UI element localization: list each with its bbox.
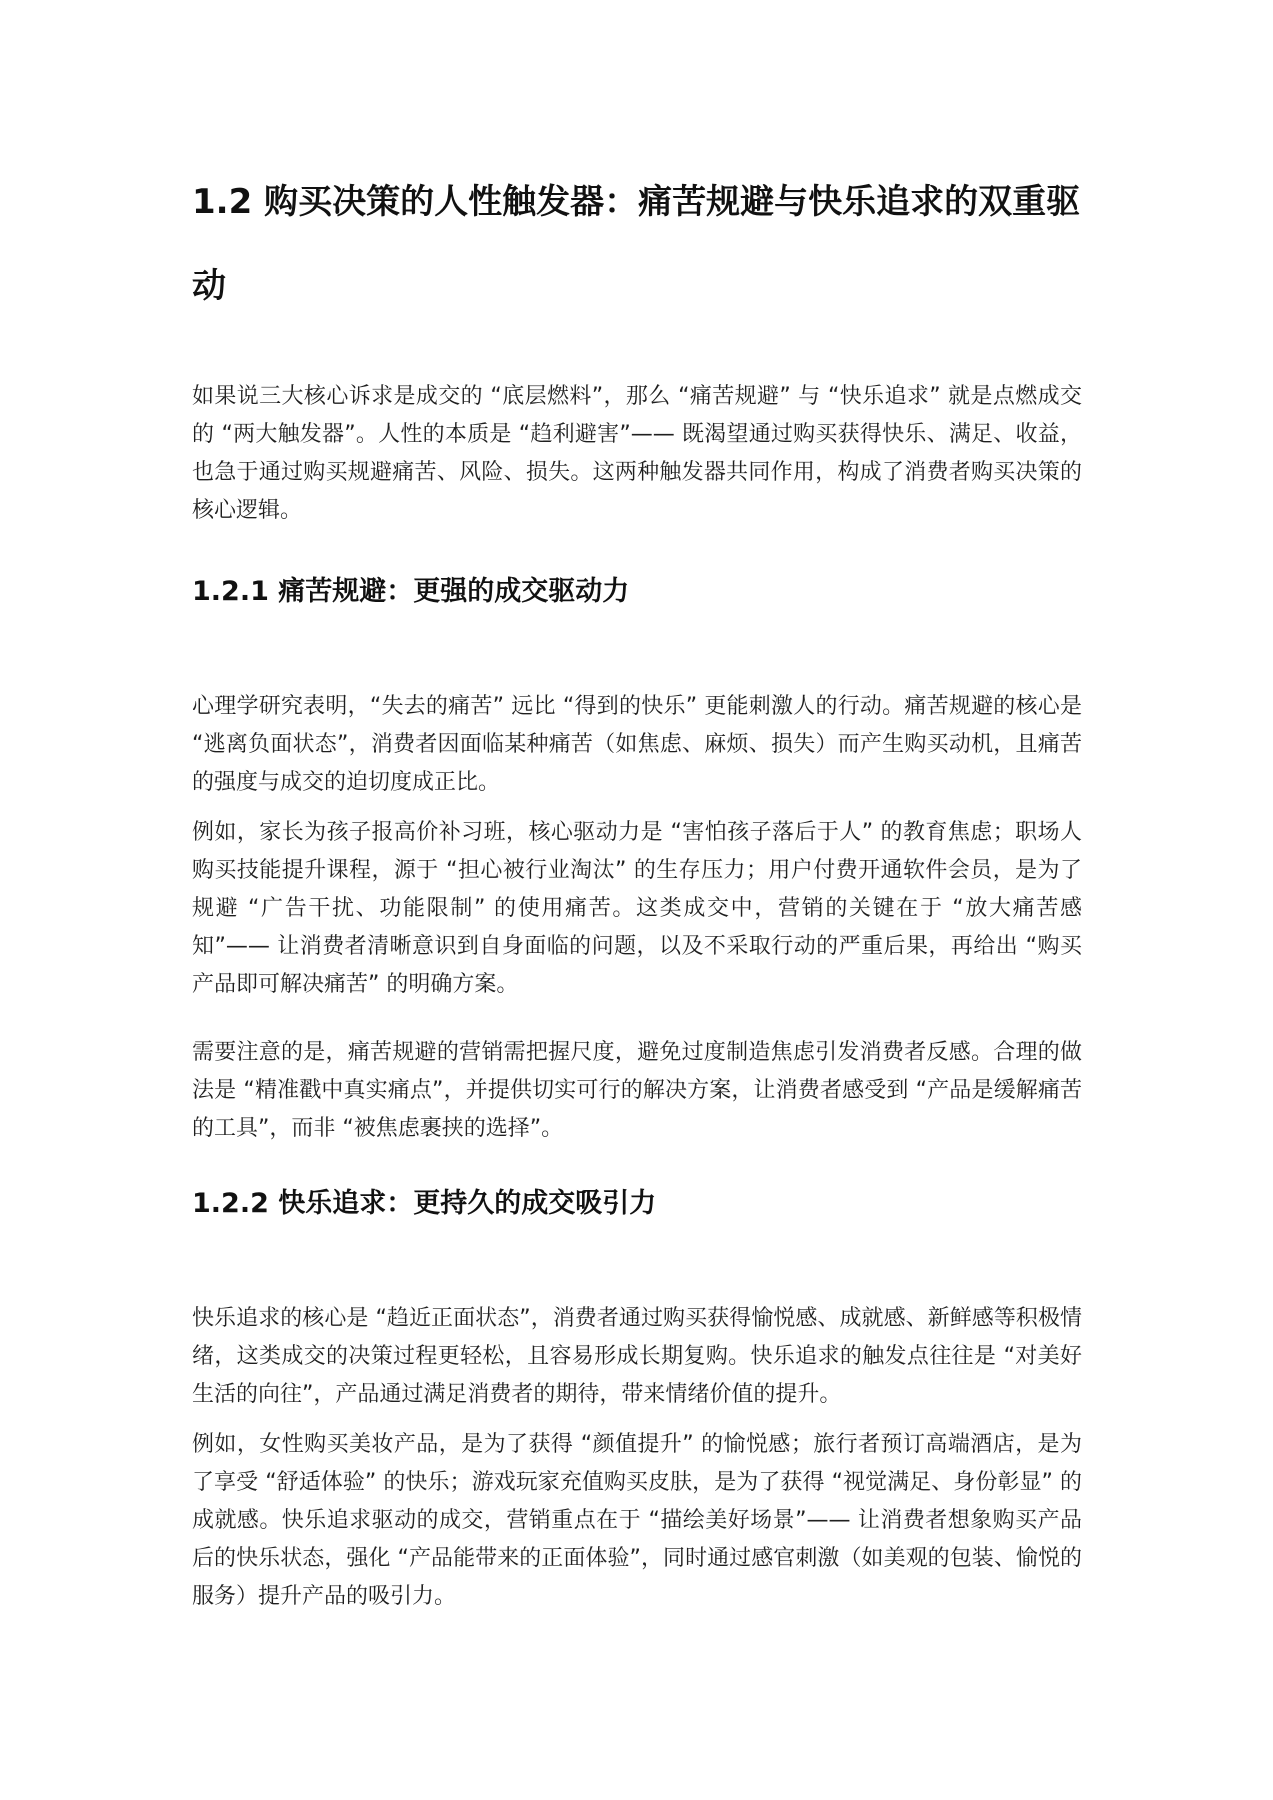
joy-paragraph-1: 快乐追求的核心是 “趋近正面状态”，消费者通过购买获得愉悦感、成就感、新鲜感等积极情绪，这类成交的决策过程更轻松，且容易形成长期复购。快乐追求的触发点往往是 “对美好生活的向往”，产品通过满足消费者的期待，带来情绪价值的提升。 — [192, 1306, 1082, 1407]
intro-paragraph: 如果说三大核心诉求是成交的 “底层燃料”，那么 “痛苦规避” 与 “快乐追求” 就是点燃成交的 “两大触发器”。人性的本质是 “趋利避害”—— 既渴望通过购买获得快乐、满足、收益，也急于通过购买规避痛苦、风险、损失。这两种触发器共同作用，构成了消费者购买决策的核心逻辑。 — [192, 384, 1082, 523]
pain-paragraph-3: 需要注意的是，痛苦规避的营销需把握尺度，避免过度制造焦虑引发消费者反感。合理的做法是 “精准戳中真实痛点”，并提供切实可行的解决方案，让消费者感受到 “产品是缓解痛苦的工具”，而非 “被焦虑裹挟的选择”。 — [192, 1040, 1082, 1141]
subsection-heading-pleasure-pursuit: 1.2.2 快乐追求：更持久的成交吸引力 — [192, 1188, 657, 1219]
section-heading-main: 1.2 购买决策的人性触发器：痛苦规避与快乐追求的双重驱动 — [192, 182, 1081, 306]
subsection-heading-pain-avoidance: 1.2.1 痛苦规避：更强的成交驱动力 — [192, 576, 630, 607]
joy-paragraph-2: 例如，女性购买美妆产品，是为了获得 “颜值提升” 的愉悦感；旅行者预订高端酒店，是为了享受 “舒适体验” 的快乐；游戏玩家充值购买皮肤，是为了获得 “视觉满足、身份彰显” 的成就感。快乐追求驱动的成交，营销重点在于 “描绘美好场景”—— 让消费者想象购买产品后的快乐状态，强化 “产品能带来的正面体验”，同时通过感官刺激（如美观的包装、愉悦的服务）提升产品的吸引力。 — [192, 1432, 1082, 1609]
pain-paragraph-1: 心理学研究表明，“失去的痛苦” 远比 “得到的快乐” 更能刺激人的行动。痛苦规避的核心是 “逃离负面状态”，消费者因面临某种痛苦（如焦虑、麻烦、损失）而产生购买动机，且痛苦的强度与成交的迫切度成正比。 — [192, 694, 1082, 795]
pain-paragraph-2: 例如，家长为孩子报高价补习班，核心驱动力是 “害怕孩子落后于人” 的教育焦虑；职场人购买技能提升课程，源于 “担心被行业淘汰” 的生存压力；用户付费开通软件会员，是为了规避 “广告干扰、功能限制” 的使用痛苦。这类成交中，营销的关键在于 “放大痛苦感知”—— 让消费者清晰意识到自身面临的问题，以及不采取行动的严重后果，再给出 “购买产品即可解决痛苦” 的明确方案。 — [192, 820, 1082, 997]
